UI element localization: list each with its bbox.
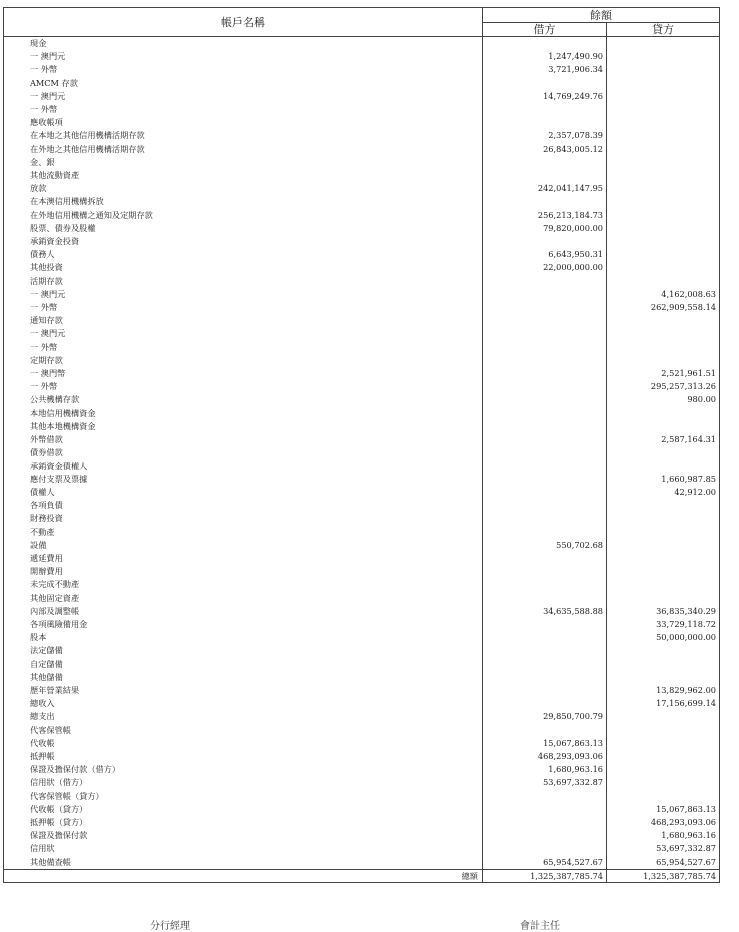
debit-cell: 34,635,588.88	[483, 605, 607, 618]
table-row	[4, 407, 720, 420]
table-row	[4, 605, 720, 618]
debit-cell: 3,721,906.34	[483, 63, 607, 76]
credit-cell	[607, 710, 720, 723]
account-name-cell: 放款	[4, 182, 483, 195]
table-row	[4, 790, 720, 803]
table-footer	[4, 869, 720, 882]
account-name-cell: 一 外幣	[4, 380, 483, 393]
account-name-cell: 股本	[4, 631, 483, 644]
debit-cell	[483, 301, 607, 314]
debit-cell	[483, 103, 607, 116]
account-name-cell: 其他流動資產	[4, 169, 483, 182]
account-name-cell: 代收帳	[4, 737, 483, 750]
credit-cell	[607, 103, 720, 116]
credit-cell	[607, 539, 720, 552]
credit-cell	[607, 156, 720, 169]
debit-cell	[483, 552, 607, 565]
credit-cell	[607, 460, 720, 473]
debit-cell	[483, 671, 607, 684]
credit-cell	[607, 77, 720, 90]
debit-cell	[483, 526, 607, 539]
account-name-cell: 定期存款	[4, 354, 483, 367]
debit-cell	[483, 565, 607, 578]
account-name-cell: 通知存款	[4, 314, 483, 327]
account-name-cell: 法定儲備	[4, 644, 483, 657]
table-row	[4, 565, 720, 578]
credit-cell	[607, 407, 720, 420]
account-name-cell: 遞延費用	[4, 552, 483, 565]
debit-cell	[483, 499, 607, 512]
table-row	[4, 486, 720, 499]
chief-accountant-signature-label: 會計主任	[520, 921, 560, 932]
table-row	[4, 460, 720, 473]
table-row	[4, 644, 720, 657]
account-name-cell: 在外地之其他信用機構活期存款	[4, 143, 483, 156]
credit-cell	[607, 341, 720, 354]
table-row	[4, 499, 720, 512]
credit-cell: 4,162,008.63	[607, 288, 720, 301]
credit-cell	[607, 182, 720, 195]
account-name-cell: 其他投資	[4, 261, 483, 274]
account-name-cell: 一 澳門幣	[4, 367, 483, 380]
credit-cell: 65,954,527.67	[607, 856, 720, 870]
account-name-cell: 保證及擔保付款	[4, 829, 483, 842]
table-row	[4, 539, 720, 552]
table-row	[4, 592, 720, 605]
credit-cell: 15,067,863.13	[607, 803, 720, 816]
account-name-cell: 股票、債券及股權	[4, 222, 483, 235]
credit-cell: 36,835,340.29	[607, 605, 720, 618]
credit-cell	[607, 354, 720, 367]
table-row	[4, 393, 720, 406]
account-name-cell: 代收帳（貸方）	[4, 803, 483, 816]
debit-cell	[483, 618, 607, 631]
account-name-cell: 其他固定資產	[4, 592, 483, 605]
debit-cell: 1,247,490.90	[483, 50, 607, 63]
table-row	[4, 526, 720, 539]
account-name-cell: 代客保管帳（貸方）	[4, 790, 483, 803]
account-name-cell: 各項風險備用金	[4, 618, 483, 631]
debit-cell	[483, 803, 607, 816]
account-name-cell: 承銷資金投資	[4, 235, 483, 248]
credit-cell: 53,697,332.87	[607, 842, 720, 855]
debit-cell	[483, 658, 607, 671]
table-row	[4, 380, 720, 393]
debit-cell	[483, 354, 607, 367]
debit-cell	[483, 697, 607, 710]
credit-cell	[607, 592, 720, 605]
table-row	[4, 301, 720, 314]
credit-cell	[607, 658, 720, 671]
credit-cell	[607, 565, 720, 578]
table-row	[4, 816, 720, 829]
account-rows	[4, 37, 720, 870]
debit-cell	[483, 37, 607, 51]
account-name-cell: 一 外幣	[4, 63, 483, 76]
debit-cell	[483, 592, 607, 605]
credit-cell	[607, 737, 720, 750]
account-name-cell: 抵押帳	[4, 750, 483, 763]
credit-cell	[607, 644, 720, 657]
account-name-cell: 一 澳門元	[4, 50, 483, 63]
debit-cell	[483, 829, 607, 842]
account-name-cell: 公共機構存款	[4, 393, 483, 406]
table-row	[4, 578, 720, 591]
debit-cell: 256,213,184.73	[483, 209, 607, 222]
credit-cell	[607, 314, 720, 327]
account-name-cell: 金、銀	[4, 156, 483, 169]
debit-cell	[483, 407, 607, 420]
table-row	[4, 129, 720, 142]
account-name-cell: 應付支票及票據	[4, 473, 483, 486]
credit-cell	[607, 671, 720, 684]
trial-balance-table	[3, 7, 720, 883]
branch-manager-signature-label: 分行經理	[150, 921, 190, 932]
table-row	[4, 829, 720, 842]
debit-cell	[483, 644, 607, 657]
debit-cell	[483, 842, 607, 855]
credit-cell: 2,521,961.51	[607, 367, 720, 380]
account-name-cell: 自定儲備	[4, 658, 483, 671]
account-name-cell: 財務投資	[4, 512, 483, 525]
table-row	[4, 763, 720, 776]
table-row	[4, 552, 720, 565]
debit-cell: 15,067,863.13	[483, 737, 607, 750]
table-row	[4, 90, 720, 103]
account-name-cell: 一 澳門元	[4, 327, 483, 340]
debit-cell	[483, 433, 607, 446]
table-row	[4, 446, 720, 459]
account-name-cell: 不動產	[4, 526, 483, 539]
credit-cell: 50,000,000.00	[607, 631, 720, 644]
debit-cell: 242,041,147.95	[483, 182, 607, 195]
debit-cell: 2,357,078.39	[483, 129, 607, 142]
debit-cell: 6,643,950.31	[483, 248, 607, 261]
account-name-cell: 其他備查帳	[4, 856, 483, 870]
credit-cell	[607, 37, 720, 51]
debit-cell	[483, 116, 607, 129]
debit-header: 借方	[483, 23, 607, 37]
table-row	[4, 512, 720, 525]
table-row	[4, 473, 720, 486]
debit-cell	[483, 631, 607, 644]
account-name-cell: 保證及擔保付款（借方）	[4, 763, 483, 776]
table-row	[4, 710, 720, 723]
account-name-cell: 債權人	[4, 486, 483, 499]
account-name-cell: AMCM 存款	[4, 77, 483, 90]
table-row	[4, 77, 720, 90]
credit-cell	[607, 578, 720, 591]
table-row	[4, 842, 720, 855]
debit-cell	[483, 473, 607, 486]
account-name-cell: 本地信用機構資金	[4, 407, 483, 420]
table-row	[4, 684, 720, 697]
table-row	[4, 261, 720, 274]
debit-cell	[483, 790, 607, 803]
credit-cell: 1,680,963.16	[607, 829, 720, 842]
account-name-cell: 信用狀	[4, 842, 483, 855]
credit-cell	[607, 750, 720, 763]
table-row	[4, 750, 720, 763]
table-row	[4, 37, 720, 51]
account-name-cell: 其他儲備	[4, 671, 483, 684]
table-header	[4, 8, 720, 37]
debit-cell: 550,702.68	[483, 539, 607, 552]
debit-cell: 26,843,005.12	[483, 143, 607, 156]
credit-cell: 33,729,118.72	[607, 618, 720, 631]
credit-cell: 468,293,093.06	[607, 816, 720, 829]
debit-cell	[483, 288, 607, 301]
trial-balance-sheet	[3, 7, 719, 883]
credit-cell	[607, 420, 720, 433]
total-row	[4, 869, 720, 882]
table-row	[4, 618, 720, 631]
debit-cell	[483, 486, 607, 499]
debit-cell	[483, 169, 607, 182]
account-name-cell: 總支出	[4, 710, 483, 723]
table-row	[4, 367, 720, 380]
debit-cell: 65,954,527.67	[483, 856, 607, 870]
account-name-cell: 信用狀（借方）	[4, 776, 483, 789]
table-row	[4, 209, 720, 222]
debit-cell	[483, 460, 607, 473]
debit-cell: 53,697,332.87	[483, 776, 607, 789]
credit-cell	[607, 327, 720, 340]
table-row	[4, 737, 720, 750]
table-row	[4, 420, 720, 433]
account-name-header: 帳戶名稱	[4, 8, 483, 37]
table-row	[4, 169, 720, 182]
account-name-cell: 在本澳信用機構拆放	[4, 195, 483, 208]
table-row	[4, 327, 720, 340]
account-name-cell: 活期存款	[4, 275, 483, 288]
credit-cell	[607, 90, 720, 103]
table-row	[4, 803, 720, 816]
debit-cell	[483, 380, 607, 393]
debit-cell	[483, 77, 607, 90]
account-name-cell: 開辦費用	[4, 565, 483, 578]
debit-cell	[483, 235, 607, 248]
table-row	[4, 222, 720, 235]
table-row	[4, 235, 720, 248]
credit-cell	[607, 261, 720, 274]
table-row	[4, 182, 720, 195]
debit-cell: 468,293,093.06	[483, 750, 607, 763]
debit-cell	[483, 327, 607, 340]
credit-cell	[607, 143, 720, 156]
credit-cell: 262,909,558.14	[607, 301, 720, 314]
account-name-cell: 內部及調整帳	[4, 605, 483, 618]
table-row	[4, 671, 720, 684]
total-label: 總額	[4, 869, 483, 882]
debit-cell	[483, 724, 607, 737]
table-row	[4, 288, 720, 301]
account-name-cell: 債券借款	[4, 446, 483, 459]
table-row	[4, 433, 720, 446]
debit-cell	[483, 420, 607, 433]
credit-cell	[607, 552, 720, 565]
total-debit: 1,325,387,785.74	[483, 869, 607, 882]
credit-cell	[607, 776, 720, 789]
credit-cell	[607, 512, 720, 525]
account-name-cell: 代客保管帳	[4, 724, 483, 737]
debit-cell	[483, 275, 607, 288]
account-name-cell: 一 外幣	[4, 103, 483, 116]
debit-cell: 22,000,000.00	[483, 261, 607, 274]
table-row	[4, 50, 720, 63]
credit-cell	[607, 275, 720, 288]
table-row	[4, 156, 720, 169]
table-row	[4, 314, 720, 327]
total-credit: 1,325,387,785.74	[607, 869, 720, 882]
account-name-cell: 各項負債	[4, 499, 483, 512]
table-row	[4, 143, 720, 156]
credit-cell: 2,587,164.31	[607, 433, 720, 446]
account-name-cell: 應收帳項	[4, 116, 483, 129]
account-name-cell: 債務人	[4, 248, 483, 261]
table-row	[4, 631, 720, 644]
debit-cell	[483, 195, 607, 208]
debit-cell	[483, 367, 607, 380]
debit-cell	[483, 684, 607, 697]
account-name-cell: 其他本地機構資金	[4, 420, 483, 433]
debit-cell: 79,820,000.00	[483, 222, 607, 235]
credit-cell	[607, 50, 720, 63]
credit-header: 貸方	[607, 23, 720, 37]
table-row	[4, 856, 720, 870]
credit-cell	[607, 169, 720, 182]
table-row	[4, 776, 720, 789]
account-name-cell: 外幣借款	[4, 433, 483, 446]
credit-cell	[607, 116, 720, 129]
account-name-cell: 一 外幣	[4, 301, 483, 314]
table-row	[4, 354, 720, 367]
credit-cell	[607, 790, 720, 803]
table-row	[4, 195, 720, 208]
debit-cell	[483, 816, 607, 829]
credit-cell	[607, 209, 720, 222]
account-name-cell: 現金	[4, 37, 483, 51]
credit-cell: 17,156,699.14	[607, 697, 720, 710]
debit-cell: 14,769,249.76	[483, 90, 607, 103]
table-row	[4, 341, 720, 354]
table-row	[4, 103, 720, 116]
credit-cell	[607, 129, 720, 142]
account-name-cell: 在外地信用機構之通知及定期存款	[4, 209, 483, 222]
debit-cell	[483, 512, 607, 525]
credit-cell	[607, 763, 720, 776]
table-row	[4, 724, 720, 737]
credit-cell	[607, 63, 720, 76]
credit-cell	[607, 724, 720, 737]
credit-cell	[607, 248, 720, 261]
debit-cell: 29,850,700.79	[483, 710, 607, 723]
account-name-cell: 總收入	[4, 697, 483, 710]
debit-cell	[483, 314, 607, 327]
debit-cell	[483, 446, 607, 459]
account-name-cell: 一 外幣	[4, 341, 483, 354]
account-name-cell: 一 澳門元	[4, 90, 483, 103]
account-name-cell: 一 澳門元	[4, 288, 483, 301]
credit-cell	[607, 195, 720, 208]
credit-cell	[607, 446, 720, 459]
account-name-cell: 未完成不動產	[4, 578, 483, 591]
account-name-cell: 歷年營業結果	[4, 684, 483, 697]
account-name-cell: 承銷資金債權人	[4, 460, 483, 473]
credit-cell: 13,829,962.00	[607, 684, 720, 697]
table-row	[4, 275, 720, 288]
table-row	[4, 697, 720, 710]
debit-cell: 1,680,963.16	[483, 763, 607, 776]
account-name-cell: 抵押帳（貸方）	[4, 816, 483, 829]
table-row	[4, 63, 720, 76]
credit-cell: 1,660,987.85	[607, 473, 720, 486]
account-name-cell: 在本地之其他信用機構活期存款	[4, 129, 483, 142]
debit-cell	[483, 578, 607, 591]
debit-cell	[483, 393, 607, 406]
credit-cell	[607, 222, 720, 235]
credit-cell	[607, 526, 720, 539]
table-row	[4, 658, 720, 671]
balance-header: 餘額	[483, 8, 720, 23]
credit-cell: 980.00	[607, 393, 720, 406]
credit-cell: 42,912.00	[607, 486, 720, 499]
table-row	[4, 248, 720, 261]
debit-cell	[483, 156, 607, 169]
credit-cell: 295,257,313.26	[607, 380, 720, 393]
debit-cell	[483, 341, 607, 354]
credit-cell	[607, 235, 720, 248]
table-row	[4, 116, 720, 129]
credit-cell	[607, 499, 720, 512]
account-name-cell: 設備	[4, 539, 483, 552]
